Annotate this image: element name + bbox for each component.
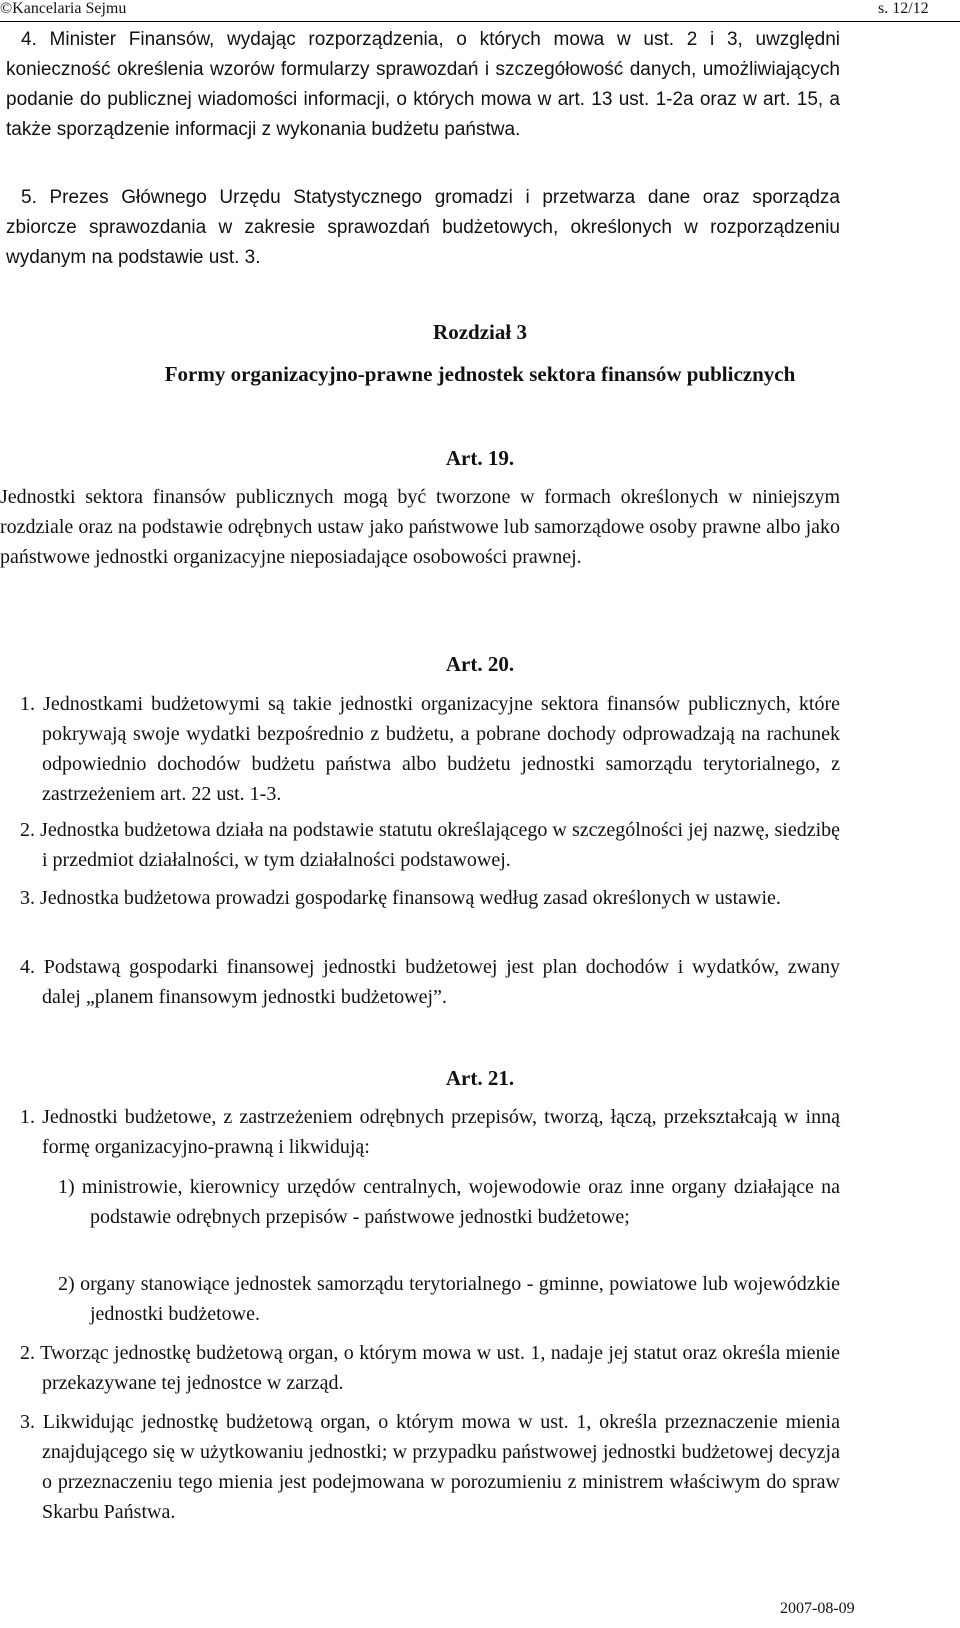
chapter-title: Formy organizacyjno-prawne jednostek sektora finansów publicznych <box>164 362 796 386</box>
page-number: s. 12/12 <box>878 0 929 17</box>
art21-paragraph-3: 3. Likwidując jednostkę budżetową organ, o którym mowa w ust. 1, określa przeznaczenie mienia znajdującego się w użytkowaniu jednostki; w przypadku państwowej jednostki budżetowej decyzja o przeznaczeniu tego mienia jest podejmowana w porozumieniu z ministrem właściwym do spraw Skarbu Państwa. <box>20 1411 840 1523</box>
art21-paragraph-1: 1. Jednostki budżetowe, z zastrzeżeniem odrębnych przepisów, tworzą, łączą, przekształcają w inną formę organizacyjno-prawną i likwidują: <box>20 1106 840 1158</box>
header-rule <box>0 21 960 22</box>
art21-paragraph-2: 2. Tworząc jednostkę budżetową organ, o którym mowa w ust. 1, nadaje jej statut oraz określa mienie przekazywane tej jednostce w zarząd. <box>20 1342 840 1394</box>
art20-paragraph-4: 4. Podstawą gospodarki finansowej jednostki budżetowej jest plan dochodów i wydatków, zwany dalej „planem finansowym jednostki budżetowej”. <box>20 956 840 1008</box>
art20-paragraph-1: 1. Jednostkami budżetowymi są takie jednostki organizacyjne sektora finansów publicznych, które pokrywają swoje wydatki bezpośrednio z budżetu, a pobrane dochody odprowadzają na rachunek odpowiednio dochodów budżetu państwa albo budżetu jednostki samorządu terytorialnego, z zastrzeżeniem art. 22 ust. 1-3. <box>20 693 840 805</box>
art21-item-1: 1) ministrowie, kierownicy urzędów centralnych, wojewodowie oraz inne organy działające na podstawie odrębnych przepisów - państwowe jednostki budżetowe; <box>58 1176 840 1228</box>
art20-paragraph-2: 2. Jednostka budżetowa działa na podstawie statutu określającego w szczególności jej nazwę, siedzibę i przedmiot działalności, w tym działalności podstawowej. <box>20 819 840 871</box>
art19-heading: Art. 19. <box>445 446 515 470</box>
art21-heading: Art. 21. <box>445 1066 515 1090</box>
art20-heading: Art. 20. <box>445 652 515 676</box>
art21-item-2: 2) organy stanowiące jednostek samorządu terytorialnego - gminne, powiatowe lub wojewódzkie jednostki budżetowe. <box>58 1273 840 1325</box>
art19-text: Jednostki sektora finansów publicznych mogą być tworzone w formach określonych w niniejszym rozdziale oraz na podstawie odrębnych ustaw jako państwowe lub samorządowe osoby prawne albo jako państwowe jednostki organizacyjne nieposiadające osobowości prawnej. <box>0 486 840 568</box>
chapter-number: Rozdział 3 <box>433 320 527 344</box>
art18-paragraph-4: 4. Minister Finansów, wydając rozporządzenia, o których mowa w ust. 2 i 3, uwzględni konieczność określenia wzorów formularzy sprawozdań i szczegółowość danych, umożliwiających podanie do publicznej wiadomości informacji, o których mowa w art. 13 ust. 1-2a oraz w art. 15, a także sporządzenie informacji z wykonania budżetu państwa. <box>6 29 840 140</box>
header-source: ©Kancelaria Sejmu <box>0 0 127 17</box>
art18-paragraph-5: 5. Prezes Głównego Urzędu Statystycznego gromadzi i przetwarza dane oraz sporządza zbiorcze sprawozdania w zakresie sprawozdań budżetowych, określonych w rozporządzeniu wydanym na podstawie ust. 3. <box>6 187 840 268</box>
footer-date: 2007-08-09 <box>780 1600 855 1617</box>
art20-paragraph-3: 3. Jednostka budżetowa prowadzi gospodarkę finansową według zasad określonych w ustawie. <box>20 887 781 909</box>
